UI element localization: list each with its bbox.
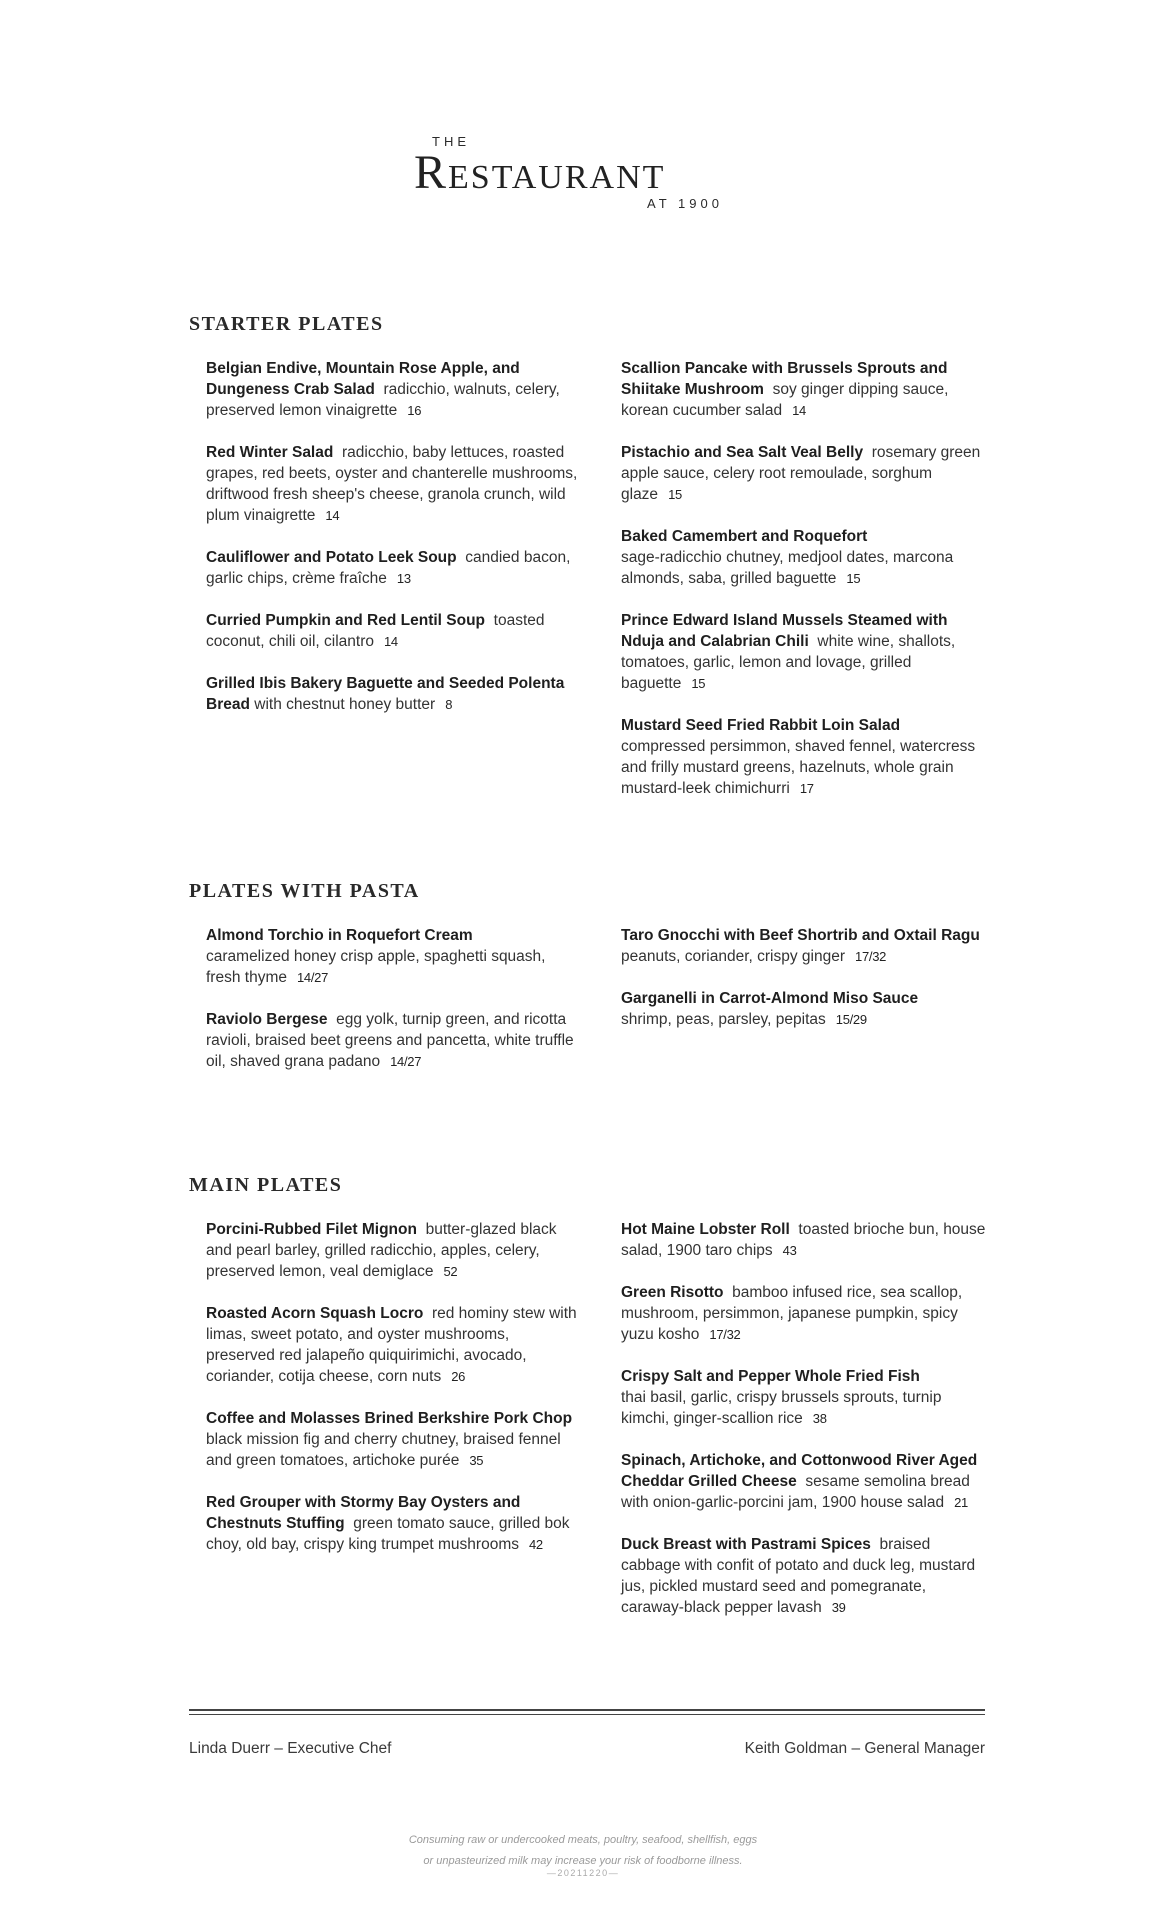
menu-item — [621, 358, 993, 421]
item-name: Porcini-Rubbed Filet Mignon — [206, 1221, 417, 1238]
item-name: Red Grouper with Stormy Bay Oysters and Chestnuts Stuffing — [206, 1494, 521, 1532]
menu-date-code: —20211220— — [546, 1868, 620, 1878]
item-name: Green Risotto — [621, 1284, 724, 1301]
item-name: Crispy Salt and Pepper Whole Fried Fish — [621, 1368, 920, 1385]
item-name: Coffee and Molasses Brined Berkshire Pork Chop — [206, 1410, 573, 1427]
menu-column-left — [206, 358, 579, 736]
item-description: caramelized honey crisp apple, spaghetti squash, fresh thyme — [206, 948, 546, 986]
item-price: 35 — [469, 1453, 484, 1468]
footer-divider-thin — [189, 1714, 985, 1715]
menu-column-left — [206, 925, 579, 1093]
item-name: Scallion Pancake with Brussels Sprouts and Shiitake Mushroom — [621, 360, 948, 398]
item-name: Taro Gnocchi with Beef Shortrib and Oxtail Ragu — [621, 927, 980, 944]
logo-initial: R — [414, 146, 449, 199]
item-description: radicchio, baby lettuces, roasted grapes, red beets, oyster and chanterelle mushrooms, driftwood fresh sheep's cheese, granola crunch, wild plum vinaigrette — [206, 444, 578, 524]
menu-item — [206, 1009, 579, 1072]
logo-the: THE — [432, 134, 470, 149]
section-plates-with-pasta — [189, 880, 985, 1070]
item-price: 16 — [407, 403, 422, 418]
item-price: 14/27 — [390, 1054, 422, 1069]
item-description: butter-glazed black and pearl barley, grilled radicchio, apples, celery, preserved lemon, veal demiglace — [206, 1221, 557, 1280]
item-description: rosemary green apple sauce, celery root remoulade, sorghum glaze — [621, 444, 981, 503]
menu-item — [206, 1303, 579, 1387]
menu-item — [621, 1534, 993, 1618]
item-description: candied bacon, garlic chips, crème fraîche — [206, 549, 571, 587]
menu-item — [206, 1492, 579, 1555]
item-price: 14 — [792, 403, 806, 418]
item-price: 21 — [954, 1495, 968, 1510]
item-price: 42 — [529, 1537, 543, 1552]
item-description: egg yolk, turnip green, and ricotta ravioli, braised beet greens and pancetta, white truffle oil, shaved grana padano — [206, 1011, 574, 1070]
item-name: Cauliflower and Potato Leek Soup — [206, 549, 457, 566]
item-name: Almond Torchio in Roquefort Cream — [206, 927, 473, 944]
item-description: toasted brioche bun, house salad, 1900 taro chips — [621, 1221, 986, 1259]
menu-column-left — [206, 1219, 579, 1576]
disclaimer-line-2: or unpasteurized milk may increase your risk of foodborne illness. — [423, 1855, 743, 1867]
menu-item — [621, 988, 993, 1030]
item-description: sage-radicchio chutney, medjool dates, marcona almonds, saba, grilled baguette — [621, 549, 954, 587]
menu-item — [206, 673, 579, 715]
menu-item — [621, 925, 993, 967]
general-manager: Keith Goldman – General Manager — [744, 1740, 985, 1757]
item-description: compressed persimmon, shaved fennel, watercress and frilly mustard greens, hazelnuts, whole grain mustard-leek chimichurri — [621, 738, 976, 797]
item-price: 52 — [443, 1264, 458, 1279]
item-description: red hominy stew with limas, sweet potato, and oyster mushrooms, preserved red jalapeño quiquirimichi, avocado, coriander, cotija cheese, corn nuts — [206, 1305, 577, 1385]
item-description: radicchio, walnuts, celery, preserved lemon vinaigrette — [206, 381, 560, 419]
item-price: 15 — [691, 676, 706, 691]
menu-item — [621, 1366, 993, 1429]
menu-item — [621, 715, 993, 799]
item-description: braised cabbage with confit of potato and duck leg, mustard jus, pickled mustard seed and pomegranate, caraway-black pepper lavash — [621, 1536, 976, 1616]
menu-item — [206, 925, 579, 988]
section-title: MAIN PLATES — [189, 1174, 343, 1196]
item-description: green tomato sauce, grilled bok choy, old bay, crispy king trumpet mushrooms — [206, 1515, 570, 1553]
item-price: 15 — [668, 487, 682, 502]
menu-column-right — [621, 925, 993, 1051]
item-price: 39 — [831, 1600, 846, 1615]
item-description: toasted coconut, chili oil, cilantro — [206, 612, 545, 650]
item-name: Pistachio and Sea Salt Veal Belly — [621, 444, 864, 461]
item-description: shrimp, peas, parsley, pepitas — [621, 1011, 826, 1028]
item-name: Belgian Endive, Mountain Rose Apple, and Dungeness Crab Salad — [206, 360, 520, 398]
item-name: Hot Maine Lobster Roll — [621, 1221, 790, 1238]
menu-column-right — [621, 1219, 993, 1639]
item-description: bamboo infused rice, sea scallop, mushroom, persimmon, japanese pumpkin, spicy yuzu kosho — [621, 1284, 963, 1343]
item-price: 14 — [384, 634, 398, 649]
restaurant-logo — [0, 134, 1166, 224]
item-name: Garganelli in Carrot-Almond Miso Sauce — [621, 990, 919, 1007]
section-main-plates — [189, 1174, 986, 1616]
item-price: 14/27 — [296, 970, 329, 985]
item-description: peanuts, coriander, crispy ginger — [621, 948, 846, 965]
menu-column-right — [621, 358, 993, 820]
item-price: 17/32 — [855, 949, 887, 964]
menu-item — [206, 547, 579, 589]
item-name: Duck Breast with Pastrami Spices — [621, 1536, 871, 1553]
menu-item — [621, 1450, 993, 1513]
menu-item — [621, 1282, 993, 1345]
footer-divider — [189, 1709, 985, 1711]
item-price: 15 — [846, 571, 861, 586]
item-name: Raviolo Bergese — [206, 1011, 328, 1028]
item-name: Mustard Seed Fried Rabbit Loin Salad — [621, 717, 901, 734]
logo-wordmark — [414, 146, 666, 199]
item-price: 26 — [451, 1369, 466, 1384]
menu-item — [621, 442, 993, 505]
item-price: 8 — [445, 697, 453, 712]
menu-item — [206, 358, 579, 421]
logo-at-1900: AT 1900 — [647, 196, 723, 211]
section-starter-plates — [189, 313, 985, 797]
item-description: white wine, shallots, tomatoes, garlic, lemon and lovage, grilled baguette — [621, 633, 956, 692]
menu-item — [206, 610, 579, 652]
item-description: black mission fig and cherry chutney, braised fennel and green tomatoes, artichoke purée — [206, 1431, 561, 1469]
item-description: with chestnut honey butter — [254, 696, 436, 713]
menu-item — [206, 442, 579, 526]
menu-item — [206, 1219, 579, 1282]
disclaimer-line-1: Consuming raw or undercooked meats, poultry, seafood, shellfish, eggs — [408, 1834, 758, 1846]
item-name: Prince Edward Island Mussels Steamed with Nduja and Calabrian Chili — [621, 612, 948, 650]
executive-chef: Linda Duerr – Executive Chef — [189, 1740, 392, 1757]
item-name: Red Winter Salad — [206, 444, 334, 461]
menu-item — [621, 526, 993, 589]
item-name: Grilled Ibis Bakery Baguette and Seeded Polenta Bread — [206, 675, 565, 713]
menu-item — [621, 1219, 993, 1261]
menu-item — [206, 1408, 579, 1471]
section-title: PLATES WITH PASTA — [189, 880, 420, 902]
item-price: 15/29 — [835, 1012, 867, 1027]
item-price: 38 — [812, 1411, 827, 1426]
item-price: 17/32 — [709, 1327, 741, 1342]
item-name: Spinach, Artichoke, and Cottonwood River Aged Cheddar Grilled Cheese — [621, 1452, 978, 1490]
item-price: 43 — [782, 1243, 797, 1258]
item-name: Curried Pumpkin and Red Lentil Soup — [206, 612, 486, 629]
item-name: Roasted Acorn Squash Locro — [206, 1305, 424, 1322]
item-price: 17 — [799, 781, 814, 796]
item-price: 14 — [325, 508, 340, 523]
item-description: sesame semolina bread with onion-garlic-porcini jam, 1900 house salad — [621, 1473, 970, 1511]
item-price: 13 — [396, 571, 411, 586]
logo-rest: ESTAURANT — [448, 159, 666, 196]
menu-item — [621, 610, 993, 694]
section-title: STARTER PLATES — [189, 313, 384, 335]
item-name: Baked Camembert and Roquefort — [621, 528, 868, 545]
item-description: thai basil, garlic, crispy brussels sprouts, turnip kimchi, ginger-scallion rice — [621, 1389, 942, 1427]
item-description: soy ginger dipping sauce, korean cucumber salad — [621, 381, 949, 419]
